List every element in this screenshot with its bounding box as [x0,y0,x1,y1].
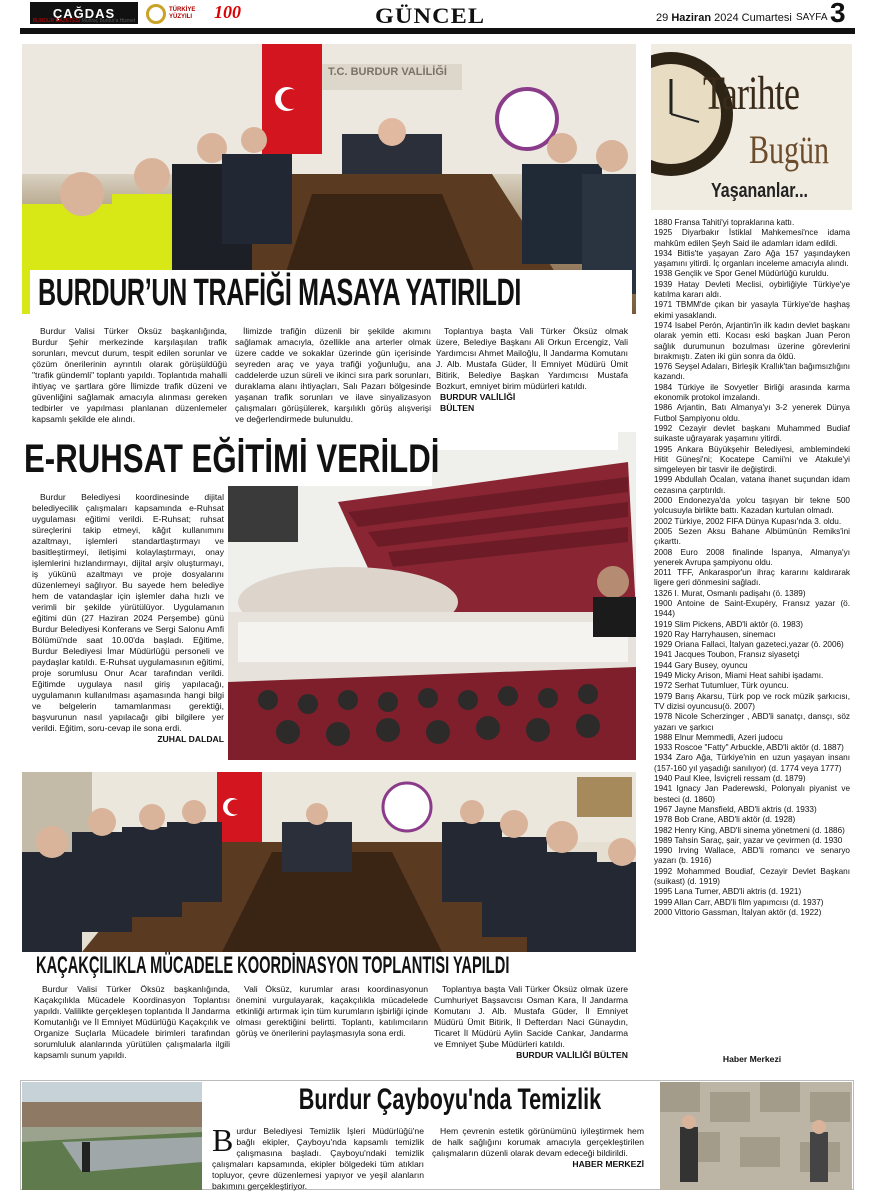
article1-col2-text: İlimizde trafiğin düzenli bir şekilde akımını sağlamak amacıyla, özellikle ana arterler olmak üzere cadde ve sokaklar üzerinde gün içerisinde seyreden araç ve yaya trafiği yoğunluğu, ana caddelerde uzun süreli ve ikinci sıra park sorunları, duraklama alanı ihtiyaçları, Salı Pazarı bölgesinde yaşanan trafik sorunları ve ilave sinyalizasyon çalışmaları görüşülerek, karşılıklı görüş alışverişi ve değerlendirmede bulunuldu. [235,326,431,424]
history-item: 1986 Arjantin, Batı Almanya'yı 3-2 yenerek Dünya Futbol Şampiyonu oldu. [654,403,850,423]
article4-headline-text: Burdur Çayboyu'nda Temizlik [298,1083,602,1116]
article3-col3-text: Toplantıya başta Vali Türker Öksüz olmak üzere Cumhuriyet Başsavcısı Osman Kara, İl Jandarma Komutanı J. Alb. Mustafa Güder, İl Emniyet Müdürü Ümit Bitirik, İl Defterdarı Naci Günaydın, Ticaret İl Müdürü Aylin Sacide Cankar, Jandarma ve Emniyet Şube Müdürleri katıldı. [434,984,628,1049]
article1-headline[interactable] [30,270,632,316]
history-item: 1976 Seyşel Adaları, Birleşik Krallık'tan bağımsızlığını kazandı. [654,362,850,382]
history-item: 1978 Bob Crane, ABD'li aktör (d. 1928) [654,815,796,825]
article3-headline-text: KAÇAKÇILIKLA MÜCADELE KOORDİNASYON TOPLANTISI YAPILDI [36,952,510,979]
yasananlar-title: Yaşananlar... [711,180,808,202]
article1-col1-text: Burdur Valisi Türker Öksüz başkanlığında, Burdur Şehir merkezinde karşılaşılan trafik sorunları, mevcut durum, tespit edilen sorunlar ve çözüm önerilerinin ayrıntılı olarak görüşüldüğü "trafik gündemli" toplantı yapıldı. Toplantıda mahalli ihtiyaç ve şartlara göre İlimizde trafik düzeni ve güvenliğini sağlamak amacıyla alınması gereken tedbirler ve yapılması planlanan düzenlemeler kapsamlı şekilde ele alındı. [32,326,227,424]
article3-column-3 [434,984,628,1061]
article3-signature: BURDUR VALİLİĞİ BÜLTEN [516,1050,628,1060]
page-label: SAYFA [796,12,828,23]
article1-column-3 [436,326,628,414]
history-item: 1988 Elnur Memmedli, Azeri judocu [654,732,783,742]
history-item: 1941 Jacques Toubon, Fransız siyasetçi [654,650,800,660]
date-year-weekday: 2024 Cumartesi [714,12,792,24]
history-item: 1972 Serhat Tutumluer, Türk oyuncu. [654,681,789,691]
tarihte-bugun-list [654,218,850,918]
history-item: 1919 Slim Pickens, ABD'li aktör (ö. 1983) [654,619,804,629]
header-rule [20,28,855,34]
history-item: 2000 Endonezya'da yolcu taşıyan bir tekne 500 yolcusuyla birlikte battı. Kazadan kurtulan olmadı. [654,496,850,516]
history-item: 1971 TBMM'de çıkan bir yasayla Türkiye'de haşhaş ekimi yasaklandı. [654,300,850,320]
article4-signature: HABER MERKEZİ [572,1159,644,1169]
history-item: 1934 Bitlis'te yaşayan Zaro Ağa 157 yaşındayken yaşamını yitirdi. İç organları inceleme amacıyla alındı. [654,248,850,269]
history-item: 2005 Sezen Aksu Bahane Albümünün Remiks'ini çıkarttı. [654,526,850,547]
article1-column-2 [235,326,431,425]
smuggling-meeting-photo[interactable] [22,772,636,952]
article2-headline[interactable] [22,432,440,486]
article3-column-1 [34,984,230,1061]
article4-column-2 [432,1126,644,1170]
article1-col3-text: Toplantıya başta Vali Türker Öksüz olmak üzere, Belediye Başkanı Ali Orkun Ercengiz, Vali Yardımcısı Ahmet Mailoğlu, İl Jandarma Komutanı J. Alb. Mustafa Güder, İl Emniyet Müdürü Ümit Bitirik, Belediye Başkan Yardımcısı Mustafa Bozkurt, emniyet birim müdürleri katıldı. [436,326,628,391]
history-item: 1939 Hatay Devleti Meclisi, oybirliğiyle Türkiye'ye katılma kararı aldı. [654,279,850,300]
article2-body [32,492,224,745]
history-item: 1979 Barış Akarsu, Türk pop ve rock müzik şarkıcısı, TV dizisi oyuncusu(ö. 2007) [654,691,850,711]
circle-emblem-icon [146,4,166,24]
history-item: 2002 Türkiye, 2002 FIFA Dünya Kupası'nda 3. oldu. [654,516,842,526]
history-item: 1900 Antoine de Saint-Exupéry, Fransız yazar (ö. 1944) [654,598,850,619]
page-number: 3 [830,0,846,28]
article3-col1-text: Burdur Valisi Türker Öksüz başkanlığında, Kaçakçılıkla Mücadele Koordinasyon Toplantısı yapıldı. Valilikte gerçekleşen toplantıda İl Jandarma Komutanlığı ve İl Emniyet Müdürlüğü Kaçakçılık ve Organize Suçlarla Mücadele birimleri tarafından sorumluluk alanlarında yürütülen çalışmalarla ilgili kapsamlı sunum yapıldı. [34,984,230,1060]
history-item: 1880 Fransa Tahiti'yi topraklarına kattı. [654,218,795,227]
article4-col1-text: urdur Belediyesi Temizlik İşleri Müdürlüğü'ne bağlı ekipler, Çayboyu'nda kapsamlı temizlik çalışmasına başladı. Çayboyu'ndaki temizlik çalışmaları kapsamında, ekipler bölgedeki tüm atıkları topluyor, çevre düzenlemesi yapıyor ve yeşil alanların bakımını gerçekleştiriyor. [212,1126,424,1191]
history-item: 1934 Zaro Ağa, Türkiye'nin en uzun yaşayan insanı (157-160 yıl yaşadığı sanılıyor) (d. 1774 veya 1777) [654,753,850,773]
bugun-title: Bugün [749,127,830,172]
issue-date [656,12,792,24]
riverbank-illustration [22,1082,202,1190]
article3-column-2 [236,984,428,1039]
tarihte-bugun-banner [651,44,852,210]
history-item: 1995 Lana Turner, ABD'li aktris (d. 1921) [654,887,802,897]
history-item: 1933 Roscoe "Fatty" Arbuckle, ABD'li aktör (d. 1887) [654,743,844,753]
history-item: 1940 Paul Klee, İsviçreli ressam (d. 1879) [654,774,806,784]
history-item: 1929 Oriana Fallaci, İtalyan gazeteci,yazar (ö. 2006) [654,640,844,650]
article2-headline-text: E-RUHSAT EĞİTİMİ VERİLDİ [24,437,440,481]
history-item: 1989 Tahsin Saraç, şair, yazar ve çevirmen (d. 1930 [654,835,843,845]
article3-headline[interactable] [30,952,630,980]
history-item: 1326 I. Murat, Osmanlı padişahı (ö. 1389) [654,588,806,598]
meeting-room-illustration-2 [22,772,636,952]
logo-subtitle [30,18,138,24]
article2-body-text: Burdur Belediyesi koordinesinde dijital belediyecilik çalışmaları kapsamında e-Ruhsat uygulaması eğitimi verildi. E-Ruhsat; ruhsat süreçlerini takip etmeyi, kâğıt kullanımını azaltmayı, işlemleri standartlaştırmayı ve basitleştirmeyi, iletişimi kolaylaştırmayı, onay işlemlerini hızlandırmayı, dijital arşiv oluşturmayı, iş yükünü azaltmayı ve proje dosyalarını düzenlemeyi sağlıyor. Bu sayede hem belediye hem de vatandaşlar için işlemler daha hızlı ve verimli bir şekilde yürütülüyor. Uygulamanın eğitimi dün (27 Haziran 2024 Perşembe) günü Burdur Belediyesi Konferans ve Sergi Salonu Amfi Bölümü'nde saat 10.00'da başladı. Eğitime, Burdur Belediyesi İmar Müdürlüğü personeli ve paydaşlar katıldı. E-Ruhsat uygulamasının eğitimi, proje sorumlusu Onur Acar tarafından verildi. Eğitimde uygulaya nasıl giriş yapılacağı, uygulamanın kullanılması aşamasında hangi bilgi ve belgelerin tamamlanması gerektiği, başvurunun nasıl yapılacağı gibi bilgilere yer verildi. Eğitim, soru-cevap ile sona erdi. [32,492,224,733]
turkiye-yuzyili-logo [146,2,206,26]
history-item: 2011 TFF, Ankaraspor'un ihraç kararını kaldırarak ligere geri dönmesini sağladı. [654,568,850,588]
history-item: 1982 Henry King, ABD'li sinema yönetmeni (d. 1886) [654,825,845,835]
history-item: 1944 Gary Busey, oyuncu [654,660,748,670]
cayboyu-photo-right[interactable] [660,1082,852,1190]
history-item: 1974 Isabel Perón, Arjantin'in ilk kadın devlet başkanı olarak yemin etti. Kocası eski başkan Juan Peron sağlık durumunun bozulması üzerine görevlerini bırakmıştı. Zaten iki gün sonra da öldü. [654,320,850,361]
history-item: 1984 Türkiye ile Sovyetler Birliği arasında karma ekonomik protokol imzalandı. [654,382,850,403]
article1-signature-2: BÜLTEN [440,403,475,413]
article4-column-1 [212,1122,424,1192]
history-item: 1925 Diyarbakır İstiklal Mahkemesi'nce idama mahkûm edilen Şeyh Said ile adamları idam edildi. [654,228,850,248]
history-item: 1938 Gençlik ve Spor Genel Müdürlüğü kuruldu. [654,269,829,279]
history-item: 1978 Nicole Scherzinger , ABD'li sanatçı, dansçı, söz yazarı ve şarkıcı [654,712,850,732]
history-item: 1949 Micky Arison, Miami Heat sahibi işadamı. [654,671,824,681]
workers-illustration [660,1082,852,1190]
history-item: 1941 Ignacy Jan Paderewski, Polonyalı piyanist ve besteci (d. 1860) [654,784,850,804]
section-title: GÜNCEL [374,3,486,28]
logo-tag-text: Muhtaç Burdur'a Hizmet [81,18,136,24]
date-day: 29 [656,12,669,24]
history-item: 1995 Ankara Büyükşehir Belediyesi, amblemindeki Hitit Güneşi'ni; Kocatepe Camii'ni ve Atakule'yi simgeleyen bir tasvir ile değiştirdi. [654,444,850,475]
date-month: Haziran [671,12,712,24]
republic-100-logo: 100 [214,2,241,22]
article4-col2-text: Hem çevrenin estetik görünümünü iyileştirmek hem de halk sağlığını korumak amacıyla gerçekleştirilen çalışmaların düzenli olarak devam edeceği bildirildi. [432,1126,644,1158]
sign-text: T.C. BURDUR VALİLİĞİ [328,66,447,78]
tarihte-title: Tarihte [703,67,800,120]
logo-sub-text: BURDUR GAZETESİ [32,18,81,24]
article1-signature: BURDUR VALİLİĞİ [440,392,516,402]
article2-signature: ZUHAL DALDAL [157,734,224,744]
history-item: 1999 Abdullah Öcalan, vatana ihanet suçundan idam cezasına çarptırıldı. [654,475,850,495]
article1-column-1 [32,326,227,425]
history-item: 1992 Mohammed Boudiaf, Cezayir Devlet Başkanı (suikast) (d. 1919) [654,866,850,886]
logo-name: ÇAĞDAS [52,5,116,21]
history-item: 1999 Allan Carr, ABD'li film yapımcısı (d. 1937) [654,897,824,907]
article4-dropcap: B [212,1122,234,1158]
article1-headline-text: BURDUR’UN TRAFİĞİ MASAYA YATIRILDI [38,272,521,314]
history-item: 2000 Vittorio Gassman, İtalyan aktör (d. 1922) [654,907,822,917]
history-item: 2008 Euro 2008 finalinde İspanya, Almanya'yı yenerek Avrupa şampiyonu oldu. [654,547,850,567]
history-item: 1967 Jayne Mansfield, ABD'li aktris (d. 1933) [654,804,817,814]
history-item: 1990 Irving Wallace, ABD'li romancı ve senaryo yazarı (b. 1916) [654,846,850,866]
cayboyu-photo-left[interactable] [22,1082,202,1190]
article4-headline[interactable] [240,1082,630,1118]
history-item: 1992 Cezayir devlet başkanı Muhammed Budiaf suikaste uğrayarak yaşamını yitirdi. [654,423,850,444]
history-item: 1920 Ray Harryhausen, sinemacı [654,629,776,639]
turkiye-yuzyili-text: TÜRKİYE YÜZYILI [169,7,196,20]
article3-col2-text: Vali Öksüz, kurumlar arası koordinasyonun önemini vurgulayarak, kaçakçılıkla mücadelede etkinliği artırmak için tüm kurumların işbirliği içinde olması gerektiğini belirtti. Toplantı, katılımcıların görüş ve önerilerini paylaşmasıyla sona erdi. [236,984,428,1038]
sidebar-signature: Haber Merkezi [722,1054,782,1064]
